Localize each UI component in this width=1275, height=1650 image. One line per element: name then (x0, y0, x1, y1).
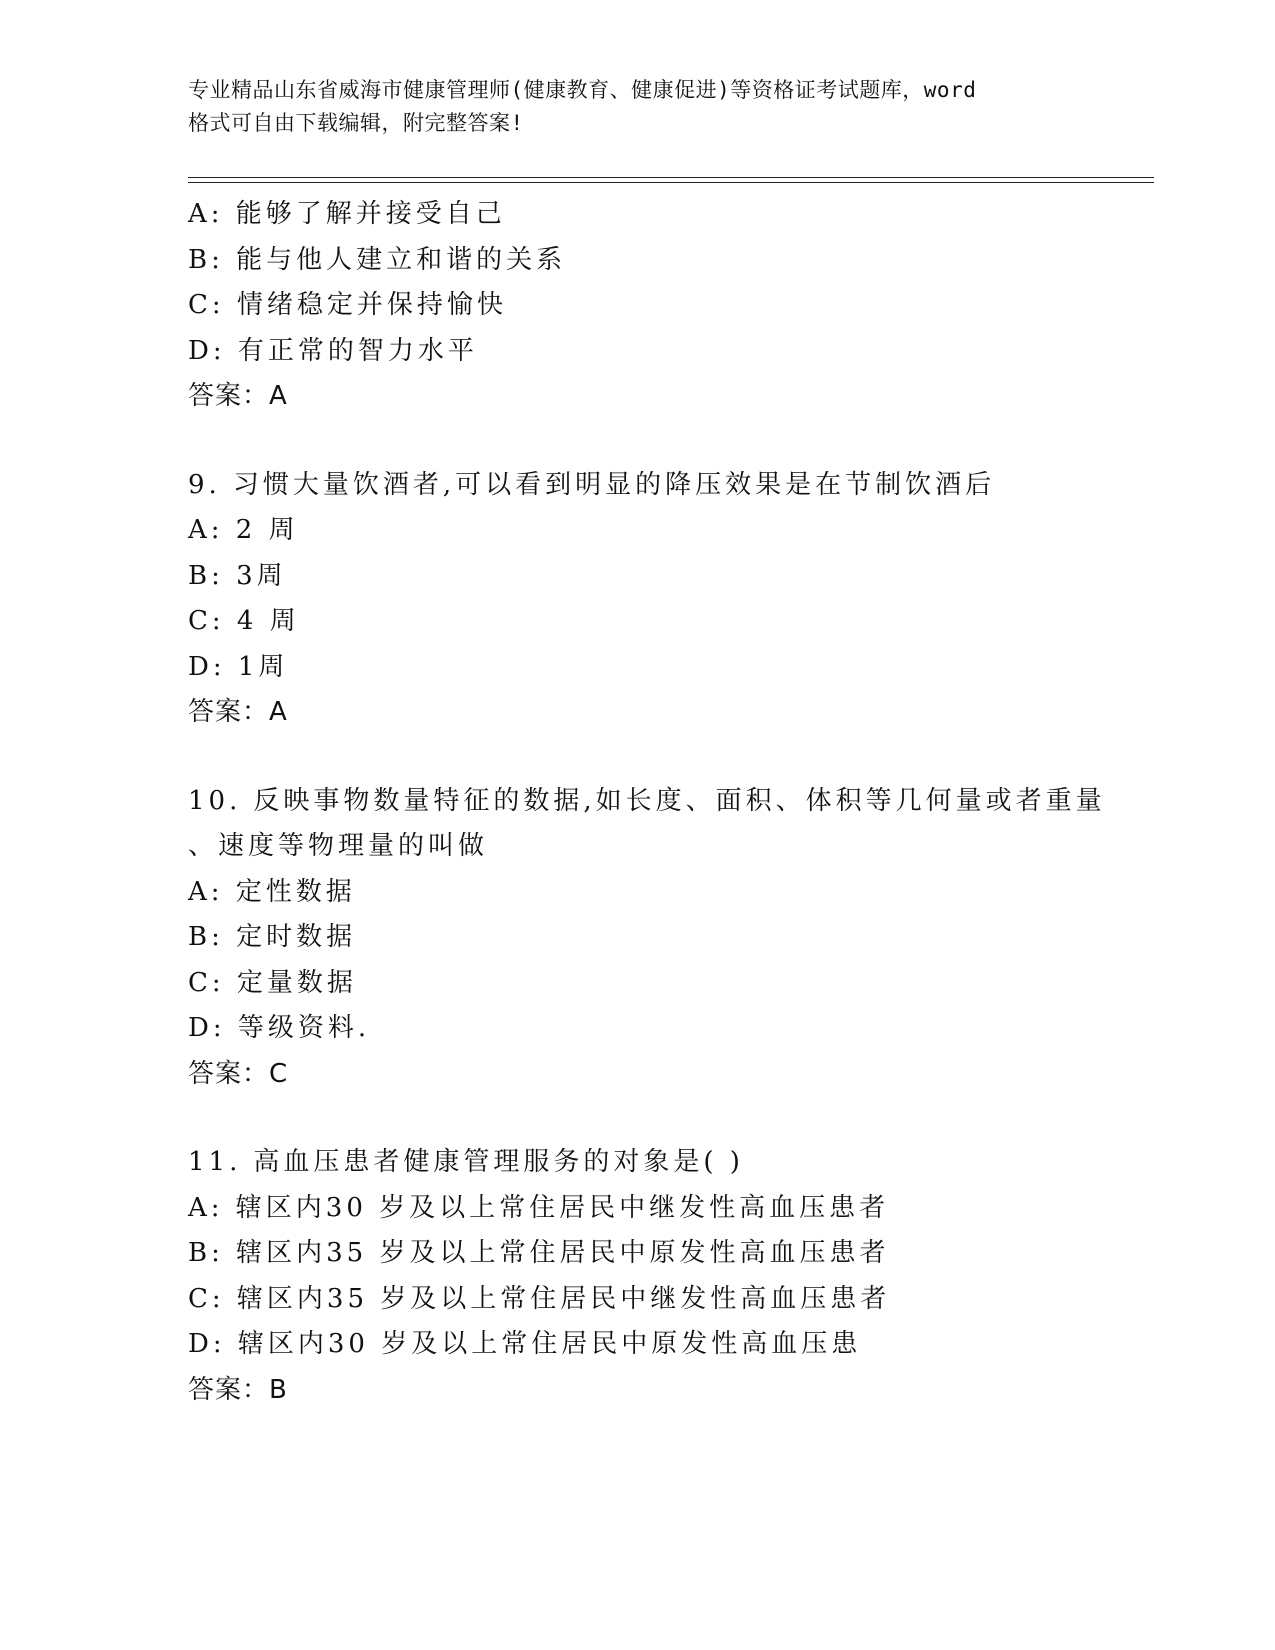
option-c: C: 4 周 (188, 606, 300, 636)
option-a: A: 能够了解并接受自己 (188, 199, 506, 229)
question-11 (188, 1140, 1148, 1413)
answer: 答案：B (188, 1374, 288, 1405)
question-stem (188, 463, 1148, 509)
question-stem (188, 779, 1148, 825)
question-9 (188, 463, 1148, 736)
header-divider-top (188, 177, 1154, 178)
option-d: D: 等级资料. (188, 1013, 371, 1043)
header-line-2: 格式可自由下载编辑，附完整答案! (188, 111, 524, 135)
question-number: 11. (188, 1147, 242, 1177)
option-b: B: 定时数据 (188, 922, 357, 952)
option-c: C: 情绪稳定并保持愉快 (188, 290, 507, 320)
document-header (188, 74, 1088, 140)
answer: 答案：A (188, 381, 288, 411)
option-b: B: 3周 (188, 560, 287, 591)
header-divider-bottom (188, 182, 1154, 183)
spacer (188, 420, 1148, 463)
header-line-1: 专业精品山东省威海市健康管理师(健康教育、健康促进)等资格证考试题库，word (188, 78, 977, 102)
spacer (188, 736, 1148, 779)
option-a: A: 2 周 (188, 515, 299, 545)
question-text: 反映事物数量特征的数据,如长度、面积、体积等几何量或者重量 (253, 785, 1106, 816)
question-number: 10. (188, 785, 242, 816)
option-d: D: 有正常的智力水平 (188, 335, 478, 366)
answer: 答案：C (188, 1058, 289, 1089)
option-a: A: 定性数据 (188, 876, 356, 907)
option-a: A: 辖区内30 岁及以上常住居民中继发性高血压患者 (188, 1192, 890, 1223)
question-10 (188, 779, 1148, 1098)
option-c: C: 定量数据 (188, 967, 357, 998)
answer: 答案：A (188, 697, 288, 727)
question-text: 习惯大量饮酒者,可以看到明显的降压效果是在节制饮酒后 (232, 469, 996, 500)
question-number: 9. (188, 469, 221, 500)
option-d: D: 1周 (188, 651, 289, 682)
question-stem (188, 1140, 1148, 1186)
option-b: B: 能与他人建立和谐的关系 (188, 244, 567, 275)
question-stem-continued: 、速度等物理量的叫做 (188, 831, 489, 861)
question-list (188, 192, 1148, 1413)
option-b: B: 辖区内35 岁及以上常住居民中原发性高血压患者 (188, 1238, 890, 1268)
option-d: D: 辖区内30 岁及以上常住居民中原发性高血压患 (188, 1329, 862, 1359)
question-8 (188, 192, 1148, 420)
spacer (188, 1097, 1148, 1140)
option-c: C: 辖区内35 岁及以上常住居民中继发性高血压患者 (188, 1283, 891, 1314)
question-text: 高血压患者健康管理服务的对象是( ) (253, 1147, 744, 1177)
